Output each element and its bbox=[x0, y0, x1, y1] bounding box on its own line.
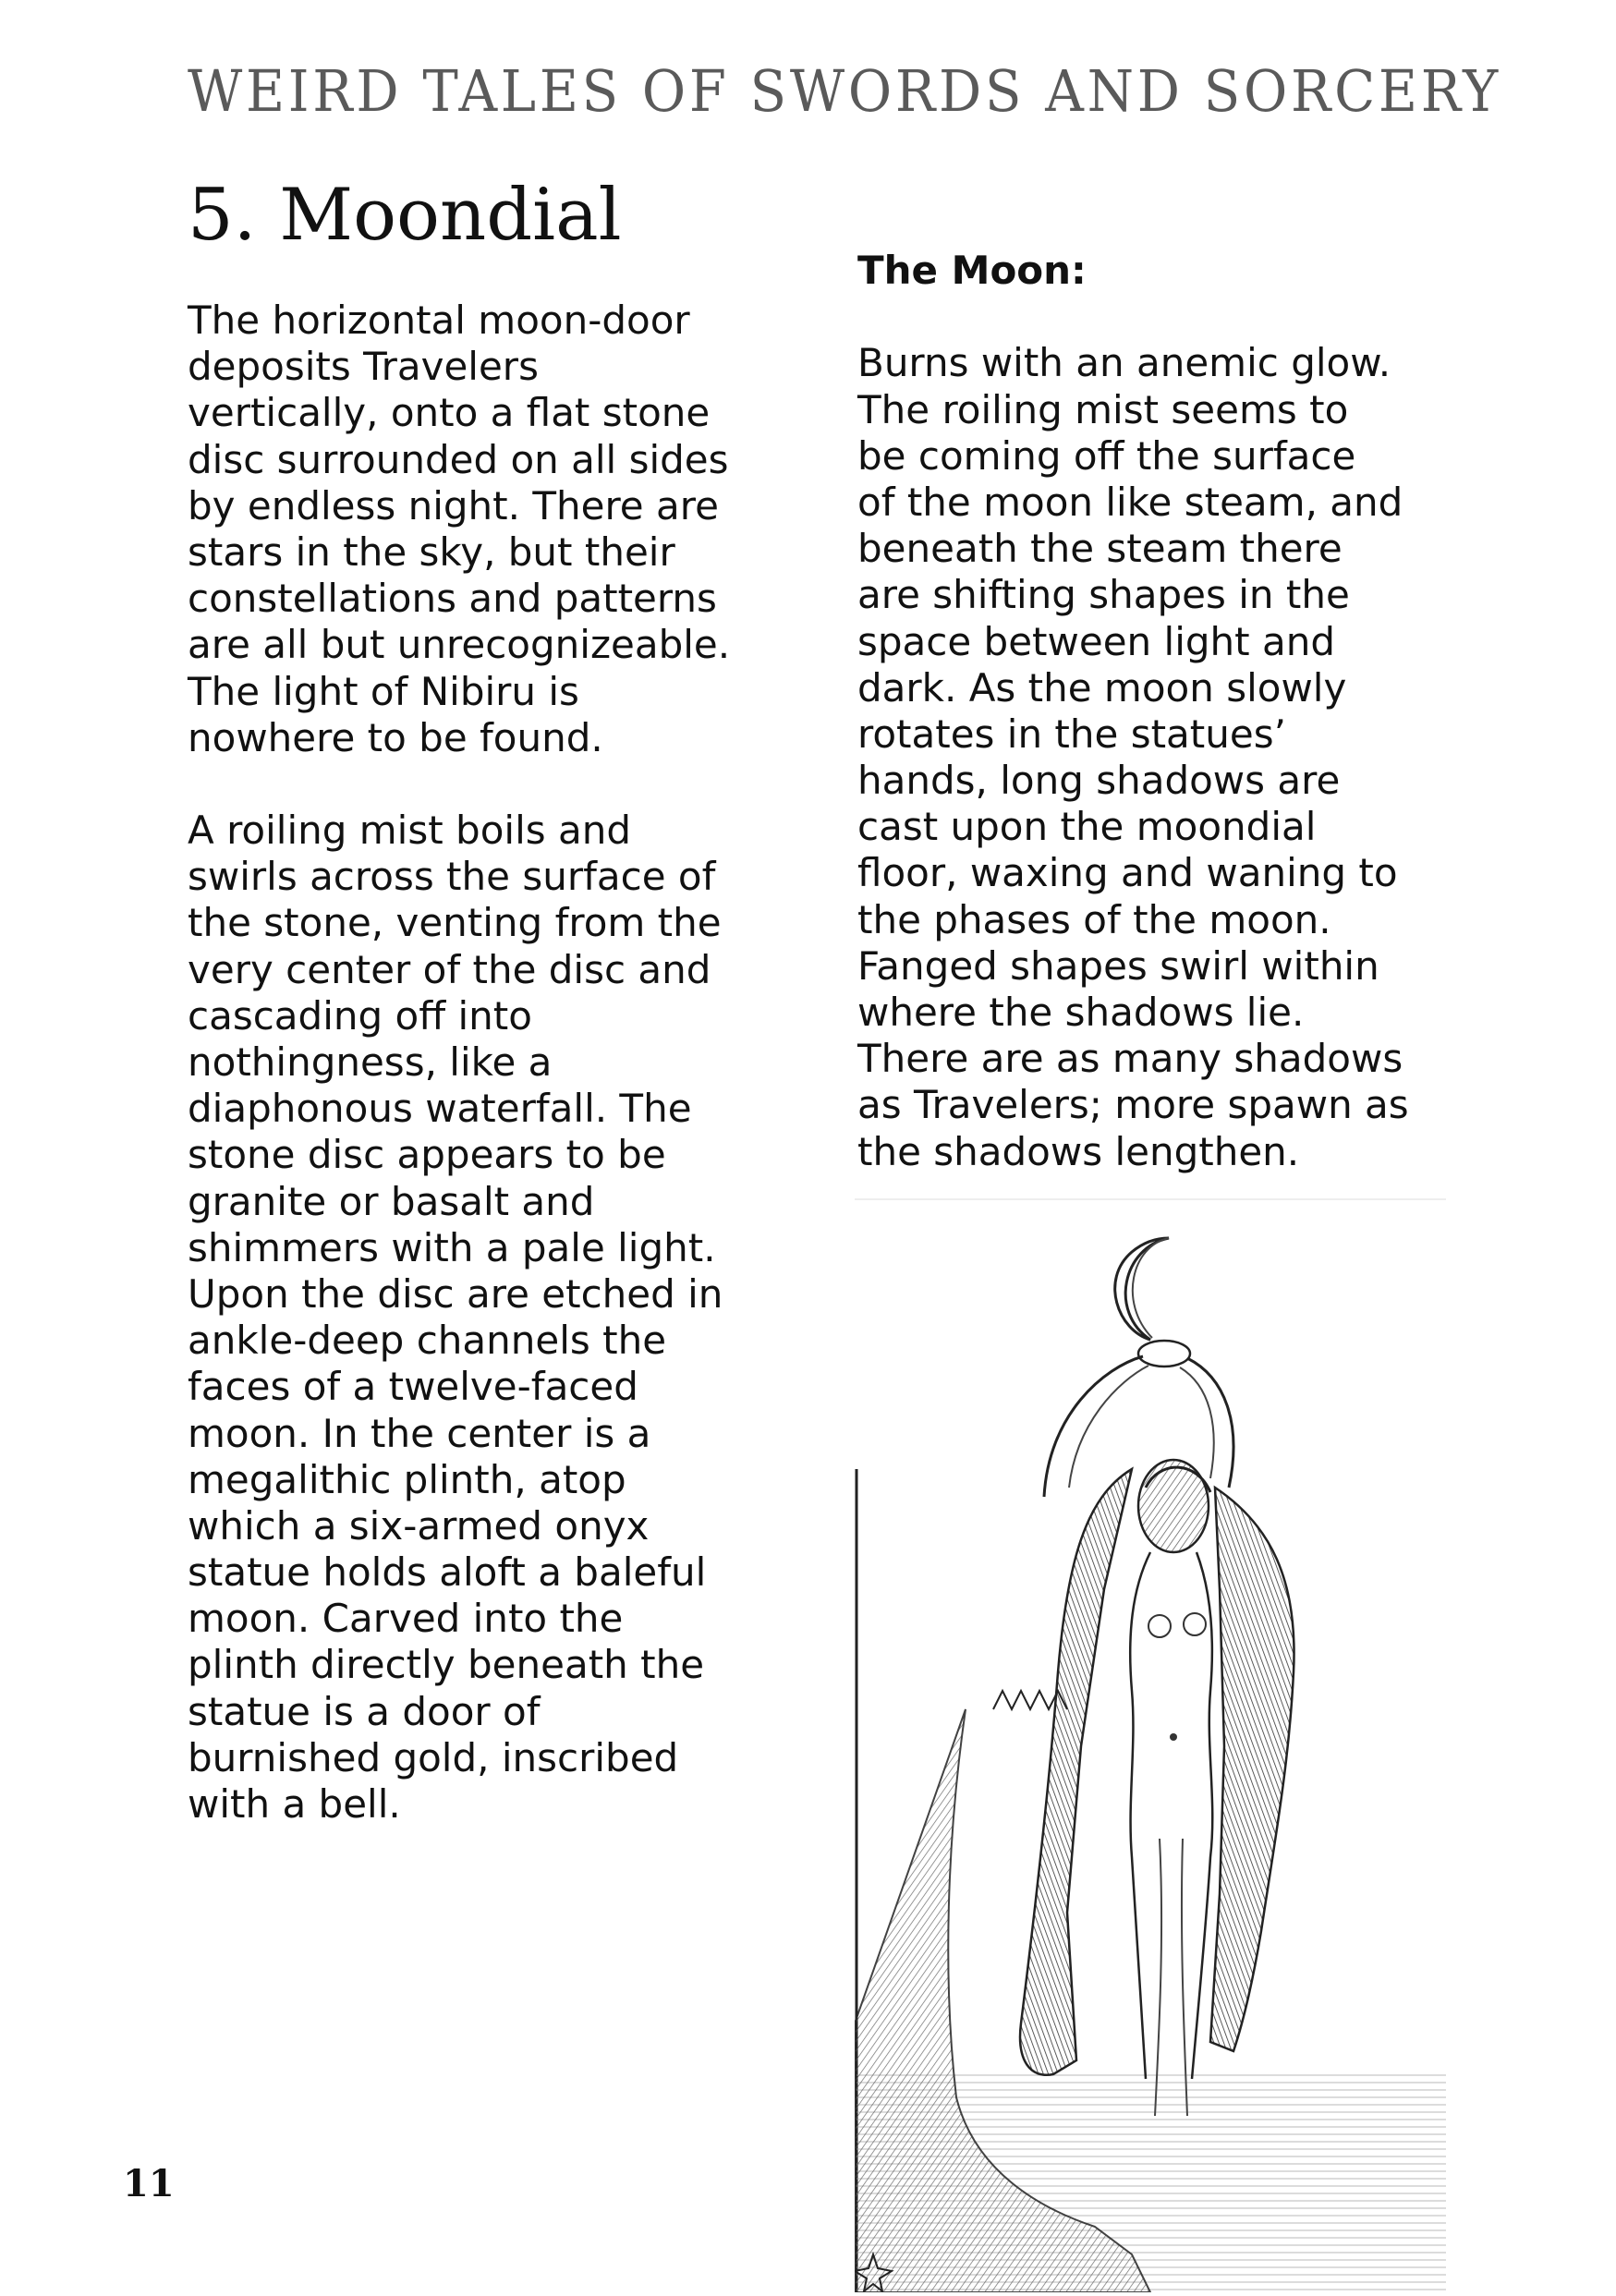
body-line: ankle-deep channels the bbox=[188, 1318, 667, 1364]
section-title: 5. Moondial bbox=[188, 174, 622, 257]
body-line: be coming off the surface bbox=[857, 432, 1356, 479]
body-line: constellations and patterns bbox=[188, 576, 717, 622]
body-line: very center of the disc and bbox=[188, 946, 711, 992]
body-line: are shifting shapes in the bbox=[857, 572, 1350, 618]
body-line: nothingness, like a bbox=[188, 1039, 553, 1085]
body-line: swirls across the surface of bbox=[188, 854, 716, 900]
body-line: nowhere to be found. bbox=[188, 714, 603, 760]
body-line: moon. Carved into the bbox=[188, 1596, 624, 1642]
body-line: A roiling mist boils and bbox=[188, 808, 631, 854]
body-line: burnished gold, inscribed bbox=[188, 1734, 679, 1780]
body-line: by endless night. There are bbox=[188, 482, 719, 528]
body-line: faces of a twelve-faced bbox=[188, 1364, 638, 1410]
body-line: plinth directly beneath the bbox=[188, 1642, 705, 1688]
left-column bbox=[188, 298, 779, 1828]
body-line: The roiling mist seems to bbox=[857, 386, 1349, 432]
body-line: The horizontal moon-door bbox=[188, 298, 690, 343]
subheading: The Moon: bbox=[857, 248, 1087, 293]
body-line: diaphonous waterfall. The bbox=[188, 1086, 692, 1132]
body-line: floor, waxing and waning to bbox=[857, 850, 1398, 896]
body-line: statue is a door of bbox=[188, 1688, 541, 1734]
body-line: granite or basalt and bbox=[188, 1178, 595, 1224]
body-line: stone disc appears to be bbox=[188, 1132, 666, 1178]
body-line: The light of Nibiru is bbox=[188, 668, 579, 714]
body-line: cascading off into bbox=[188, 992, 532, 1039]
body-line: of the moon like steam, and bbox=[857, 479, 1403, 525]
body-line: which a six-armed onyx bbox=[188, 1502, 650, 1549]
body-line: megalithic plinth, atop bbox=[188, 1456, 626, 1502]
body-line: beneath the steam there bbox=[857, 526, 1343, 572]
body-line: There are as many shadows bbox=[857, 1036, 1403, 1082]
paragraph-gap bbox=[188, 761, 779, 808]
body-line: dark. As the moon slowly bbox=[857, 664, 1347, 711]
paragraph-gap bbox=[857, 294, 1449, 340]
body-line: moon. In the center is a bbox=[188, 1410, 651, 1456]
body-line: with a bell. bbox=[188, 1781, 401, 1827]
body-line: Upon the disc are etched in bbox=[188, 1270, 723, 1317]
body-line: deposits Travelers bbox=[188, 344, 539, 390]
page-number: 11 bbox=[123, 2162, 175, 2205]
body-line: statue holds aloft a baleful bbox=[188, 1549, 707, 1596]
body-line: disc surrounded on all sides bbox=[188, 436, 729, 482]
body-line: Burns with an anemic glow. bbox=[857, 340, 1391, 386]
body-line: stars in the sky, but their bbox=[188, 528, 675, 575]
body-line: vertically, onto a flat stone bbox=[188, 390, 711, 436]
body-line: space between light and bbox=[857, 618, 1335, 664]
body-line: Fanged shapes swirl within bbox=[857, 942, 1379, 989]
body-line: hands, long shadows are bbox=[857, 758, 1341, 804]
body-line: rotates in the statues’ bbox=[857, 711, 1286, 757]
body-line: the stone, venting from the bbox=[188, 900, 722, 946]
body-line: as Travelers; more spawn as bbox=[857, 1082, 1409, 1128]
body-line: the shadows lengthen. bbox=[857, 1128, 1300, 1174]
moon-maiden-engraving-icon bbox=[855, 1192, 1446, 2292]
body-line: the phases of the moon. bbox=[857, 896, 1331, 942]
running-header: WEIRD TALES OF SWORDS AND SORCERY bbox=[188, 57, 1501, 125]
body-line: are all but unrecognizeable. bbox=[188, 622, 731, 668]
body-line: cast upon the moondial bbox=[857, 804, 1317, 850]
right-column bbox=[857, 248, 1449, 1175]
body-line: where the shadows lie. bbox=[857, 990, 1305, 1035]
body-line: shimmers with a pale light. bbox=[188, 1224, 716, 1270]
